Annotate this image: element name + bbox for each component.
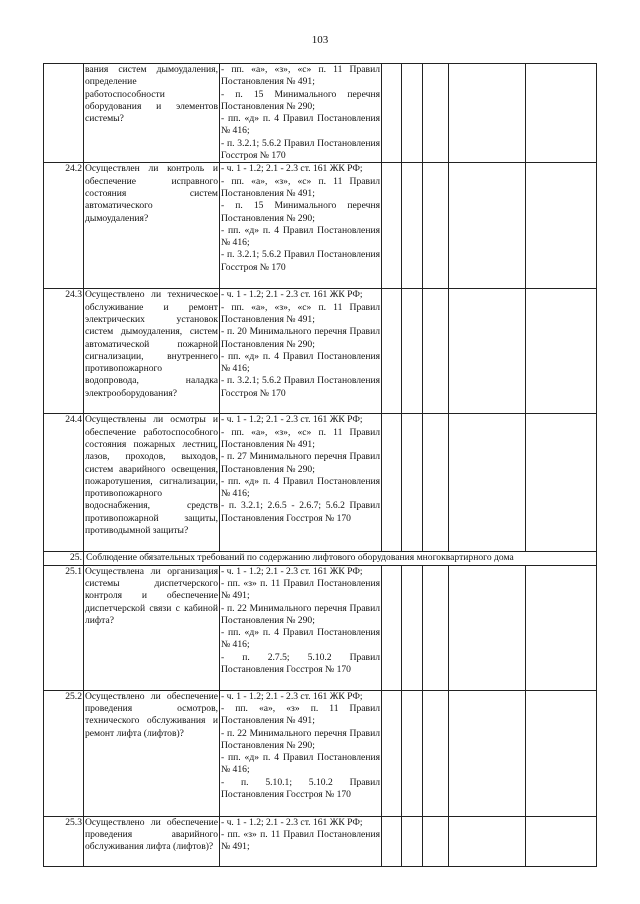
inspection-checklist-table [43,63,597,867]
section-number: 25. [44,552,84,565]
item-number: 25.2 [44,690,84,816]
answer-yes-cell[interactable] [382,565,402,690]
answer-no-cell[interactable] [402,64,423,163]
reference-line: - пп. «з» п. 11 Правил Постановления № 491; [221,577,380,602]
item-references [220,163,382,289]
reference-line: - пп. «д» п. 4 Правил Постановления № 416; [221,752,380,776]
item-references [220,565,382,690]
answer-no-cell[interactable] [402,565,423,690]
comment-cell[interactable] [526,414,597,552]
item-references [220,64,382,163]
item-question: Осуществлено ли обеспечение проведения осмотров, технического обслуживания и ремонт лифта (лифтов)? [84,690,220,816]
item-number: 24.3 [44,289,84,414]
item-references [220,414,382,552]
answer-na-cell[interactable] [423,690,449,816]
answer-no-cell[interactable] [402,414,423,552]
item-references [220,690,382,816]
item-number: 25.3 [44,816,84,866]
reference-line: - п. 15 Минимального перечня Постановления № 290; [221,200,380,224]
reference-line: - ч. 1 - 1.2; 2.1 - 2.3 ст. 161 ЖК РФ; [221,414,363,426]
comment-cell[interactable] [526,690,597,816]
reference-line: - ч. 1 - 1.2; 2.1 - 2.3 ст. 161 ЖК РФ; [221,816,363,828]
answer-na-cell[interactable] [423,64,449,163]
reference-line: - п. 27 Минимального перечня Правил Постановления № 290; [221,451,380,475]
reference-line: - п. 2.7.5; 5.10.2 Правил Постановления Госстроя № 170 [221,651,380,676]
reference-line: - ч. 1 - 1.2; 2.1 - 2.3 ст. 161 ЖК РФ; [221,565,363,577]
answer-na-cell[interactable] [423,414,449,552]
reference-line: - пп. «а», «з», «с» п. 11 Правил Постановления № 491; [221,175,380,199]
reference-line: - п. 20 Минимального перечня Правил Постановления № 290; [221,326,380,350]
item-question: Осуществлена ли организация системы диспетчерского контроля и обеспечение диспетчерской связи с кабиной лифта? [84,565,220,690]
notes-cell[interactable] [449,414,526,552]
item-question: Осуществлен ли контроль и обеспечение исправного состояния систем автоматического дымоудаления? [84,163,220,289]
reference-line: - пп. «д» п. 4 Правил Постановления № 416; [221,350,380,375]
reference-line: - пп. «д» п. 4 Правил Постановления № 416; [221,627,380,651]
table-row [44,64,597,163]
item-question: Осуществлено ли обеспечение проведения аварийного обслуживания лифта (лифтов)? [84,816,220,866]
item-question: Осуществлены ли осмотры и обеспечение работоспособного состояния пожарных лестниц, лазов, проходов, выходов, систем аварийного освещения, пожаротушения, сигнализации, противопожарного водоснабжения, средств противопожарной защиты, противодымной защиты? [84,414,220,552]
reference-line: - п. 22 Минимального перечня Правил Постановления № 290; [221,602,380,626]
answer-no-cell[interactable] [402,816,423,866]
table-row [44,690,597,816]
reference-line: - пп. «а», «з», «с» п. 11 Правил Постановления № 491; [221,426,380,450]
reference-line: - пп. «з» п. 11 Правил Постановления № 491; [221,828,380,853]
item-references [220,816,382,866]
notes-cell[interactable] [449,64,526,163]
reference-line: - п. 22 Минимального перечня Правил Постановления № 290; [221,727,380,751]
answer-yes-cell[interactable] [382,816,402,866]
notes-cell[interactable] [449,816,526,866]
reference-line: - п. 5.10.1; 5.10.2 Правил Постановления Госстроя № 170 [221,776,380,801]
comment-cell[interactable] [526,163,597,289]
reference-line: - пп. «а», «з» п. 11 Правил Постановления № 491; [221,702,380,727]
table-row [44,414,597,552]
answer-yes-cell[interactable] [382,690,402,816]
item-number: 24.2 [44,163,84,289]
comment-cell[interactable] [526,816,597,866]
reference-line: - пп. «а», «з», «с» п. 11 Правил Постановления № 491; [221,64,380,88]
table-row [44,816,597,866]
item-references [220,289,382,414]
table-row [44,163,597,289]
reference-line: - пп. «д» п. 4 Правил Постановления № 416; [221,475,380,500]
reference-line: - п. 3.2.1; 5.6.2 Правил Постановления Госстроя № 170 [221,137,380,162]
answer-yes-cell[interactable] [382,414,402,552]
reference-line: - пп. «д» п. 4 Правил Постановления № 416; [221,113,380,137]
reference-line: - ч. 1 - 1.2; 2.1 - 2.3 ст. 161 ЖК РФ; [221,690,363,702]
section-title: Соблюдение обязательных требований по содержанию лифтового оборудования многоквартирного дома [84,552,597,565]
table-row [44,289,597,414]
page-number: 103 [311,34,329,46]
reference-line: - п. 3.2.1; 2.6.5 - 2.6.7; 5.6.2 Правил Постановления Госстроя № 170 [221,500,380,524]
item-number [44,64,84,163]
reference-line: - п. 3.2.1; 5.6.2 Правил Постановления Госстроя № 170 [221,249,380,273]
item-number: 25.1 [44,565,84,690]
comment-cell[interactable] [526,565,597,690]
item-question: вания систем дымоудаления, определение работоспособности оборудования и элементов системы? [84,64,220,163]
item-number: 24.4 [44,414,84,552]
reference-line: - пп. «д» п. 4 Правил Постановления № 416; [221,224,380,249]
reference-line: - ч. 1 - 1.2; 2.1 - 2.3 ст. 161 ЖК РФ; [221,163,363,175]
reference-line: - п. 3.2.1; 5.6.2 Правил Постановления Госстроя № 170 [221,375,380,399]
notes-cell[interactable] [449,565,526,690]
table-row [44,565,597,690]
reference-line: - ч. 1 - 1.2; 2.1 - 2.3 ст. 161 ЖК РФ; [221,289,363,301]
section-header-row [44,552,597,565]
reference-line: - пп. «а», «з», «с» п. 11 Правил Постановления № 491; [221,301,380,325]
answer-no-cell[interactable] [402,690,423,816]
answer-na-cell[interactable] [423,565,449,690]
answer-na-cell[interactable] [423,816,449,866]
comment-cell[interactable] [526,64,597,163]
notes-cell[interactable] [449,289,526,414]
notes-cell[interactable] [449,163,526,289]
notes-cell[interactable] [449,690,526,816]
reference-line: - п. 15 Минимального перечня Постановления № 290; [221,88,380,112]
comment-cell[interactable] [526,289,597,414]
answer-no-cell[interactable] [402,289,423,414]
answer-na-cell[interactable] [423,163,449,289]
answer-yes-cell[interactable] [382,163,402,289]
answer-yes-cell[interactable] [382,289,402,414]
answer-no-cell[interactable] [402,163,423,289]
answer-yes-cell[interactable] [382,64,402,163]
item-question: Осуществлено ли техническое обслуживание и ремонт электрических установок систем дымоудаления, систем автоматической пожарной сигнализации, внутреннего противопожарного водопровода, наладка электрооборудования? [84,289,220,414]
answer-na-cell[interactable] [423,289,449,414]
